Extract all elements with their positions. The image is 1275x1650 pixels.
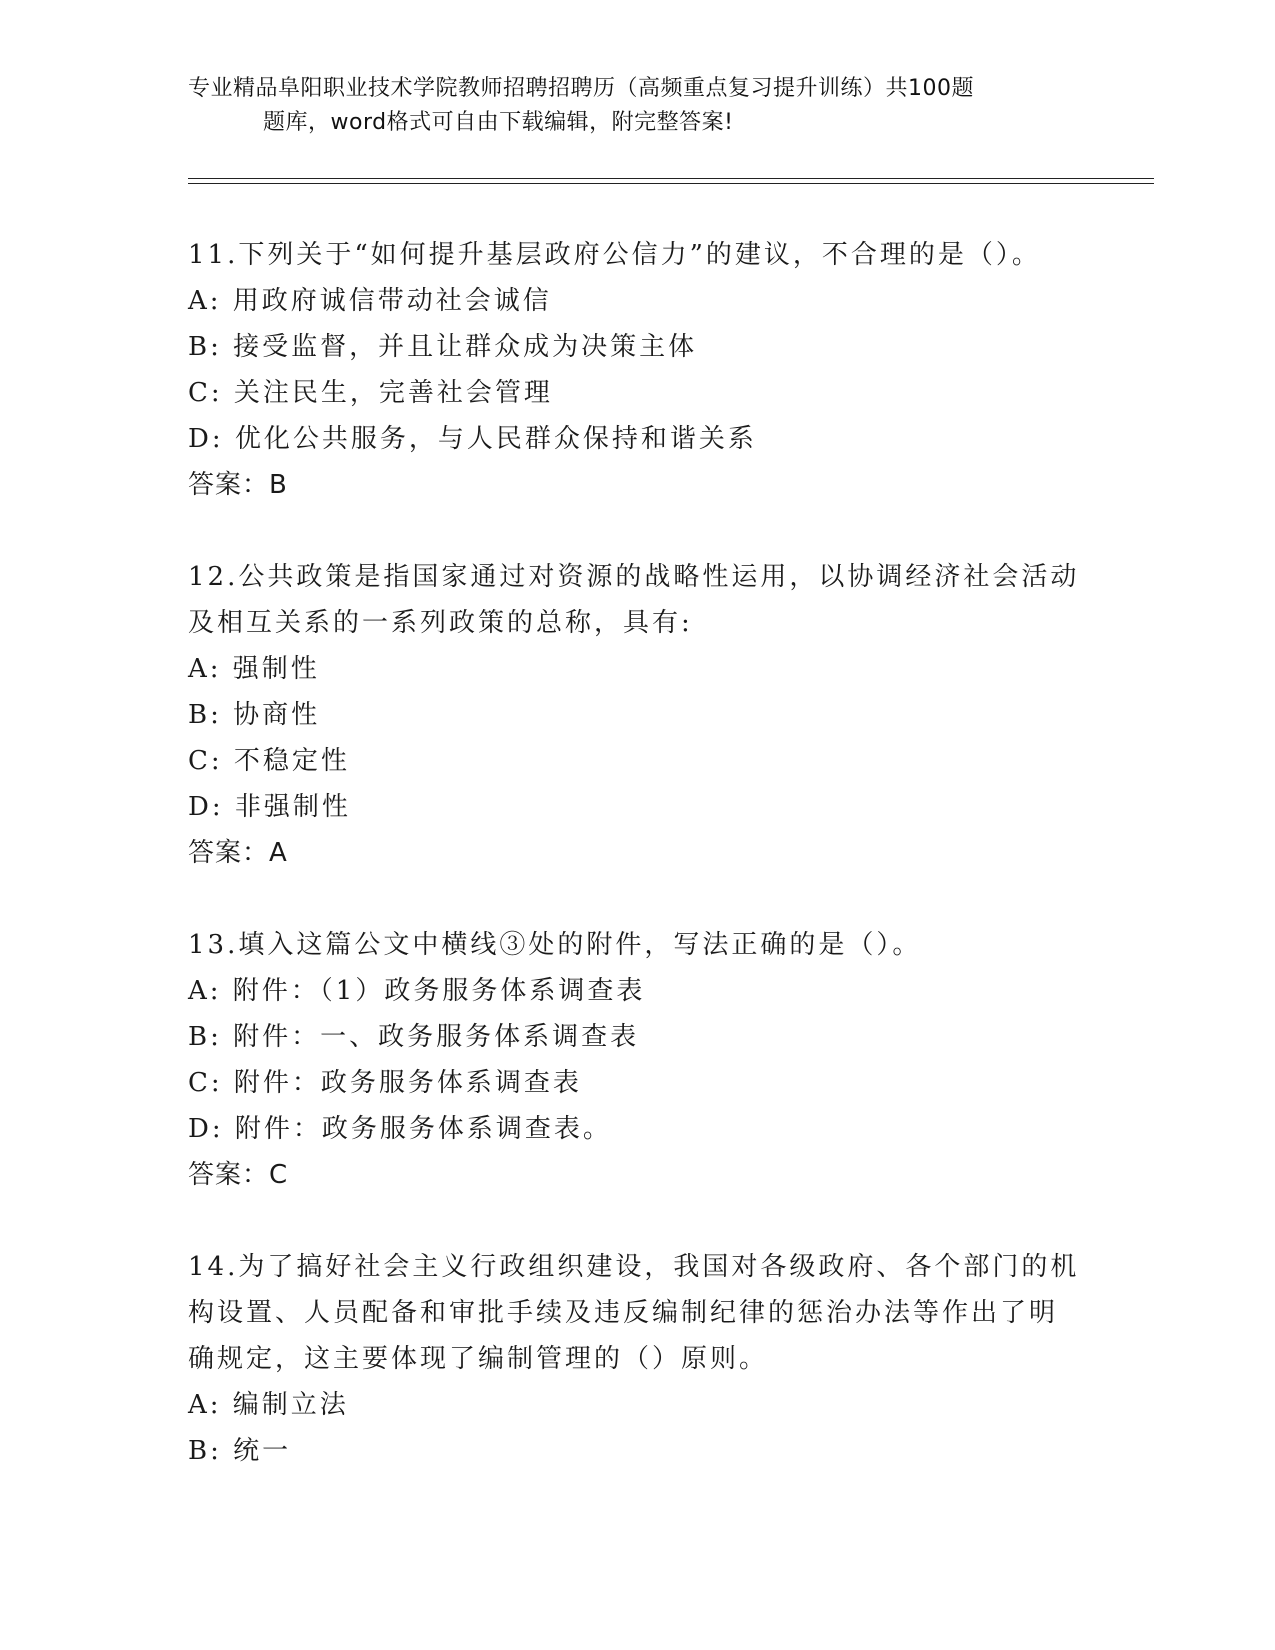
question-stem: 确规定，这主要体现了编制管理的（）原则。 <box>188 1344 769 1374</box>
option-a: A: 强制性 <box>188 654 320 684</box>
option-a: A: 附件：（1）政务服务体系调查表 <box>188 976 646 1006</box>
option-b: B: 接受监督，并且让群众成为决策主体 <box>188 332 698 362</box>
option-d: D: 附件：政务服务体系调查表。 <box>188 1114 612 1144</box>
answer-label: 答案：C <box>188 1160 289 1190</box>
question-stem: 及相互关系的一系列政策的总称，具有: <box>188 608 693 638</box>
option-b: B: 协商性 <box>188 700 321 730</box>
option-d: D: 非强制性 <box>188 792 351 822</box>
question-13 <box>188 922 1088 1198</box>
question-14 <box>188 1244 1088 1474</box>
question-stem: 14.为了搞好社会主义行政组织建设，我国对各级政府、各个部门的机 <box>188 1252 1080 1282</box>
option-c: C: 附件：政务服务体系调查表 <box>188 1068 582 1098</box>
option-b: B: 统一 <box>188 1436 292 1466</box>
option-c: C: 关注民生，完善社会管理 <box>188 378 553 408</box>
question-stem: 11.下列关于“如何提升基层政府公信力”的建议，不合理的是（）。 <box>188 240 1041 270</box>
question-11 <box>188 232 1088 508</box>
header-double-rule <box>188 178 1154 184</box>
option-a: A: 用政府诚信带动社会诚信 <box>188 286 552 316</box>
answer-label: 答案：B <box>188 470 288 500</box>
answer-label: 答案：A <box>188 838 288 868</box>
option-a: A: 编制立法 <box>188 1390 349 1420</box>
page-header <box>188 72 1088 140</box>
question-12 <box>188 554 1088 876</box>
question-stem: 构设置、人员配备和审批手续及违反编制纪律的惩治办法等作出了明 <box>188 1298 1059 1328</box>
question-list <box>188 232 1088 1520</box>
option-c: C: 不稳定性 <box>188 746 350 776</box>
option-b: B: 附件：一、政务服务体系调查表 <box>188 1022 640 1052</box>
question-stem: 13.填入这篇公文中横线③处的附件，写法正确的是（）。 <box>188 930 922 960</box>
option-d: D: 优化公共服务，与人民群众保持和谐关系 <box>188 424 757 454</box>
header-line-1: 专业精品阜阳职业技术学院教师招聘招聘历（高频重点复习提升训练）共100题 <box>188 76 974 101</box>
header-line-2: 题库，word格式可自由下载编辑，附完整答案! <box>263 110 734 135</box>
question-stem: 12.公共政策是指国家通过对资源的战略性运用，以协调经济社会活动 <box>188 562 1080 592</box>
